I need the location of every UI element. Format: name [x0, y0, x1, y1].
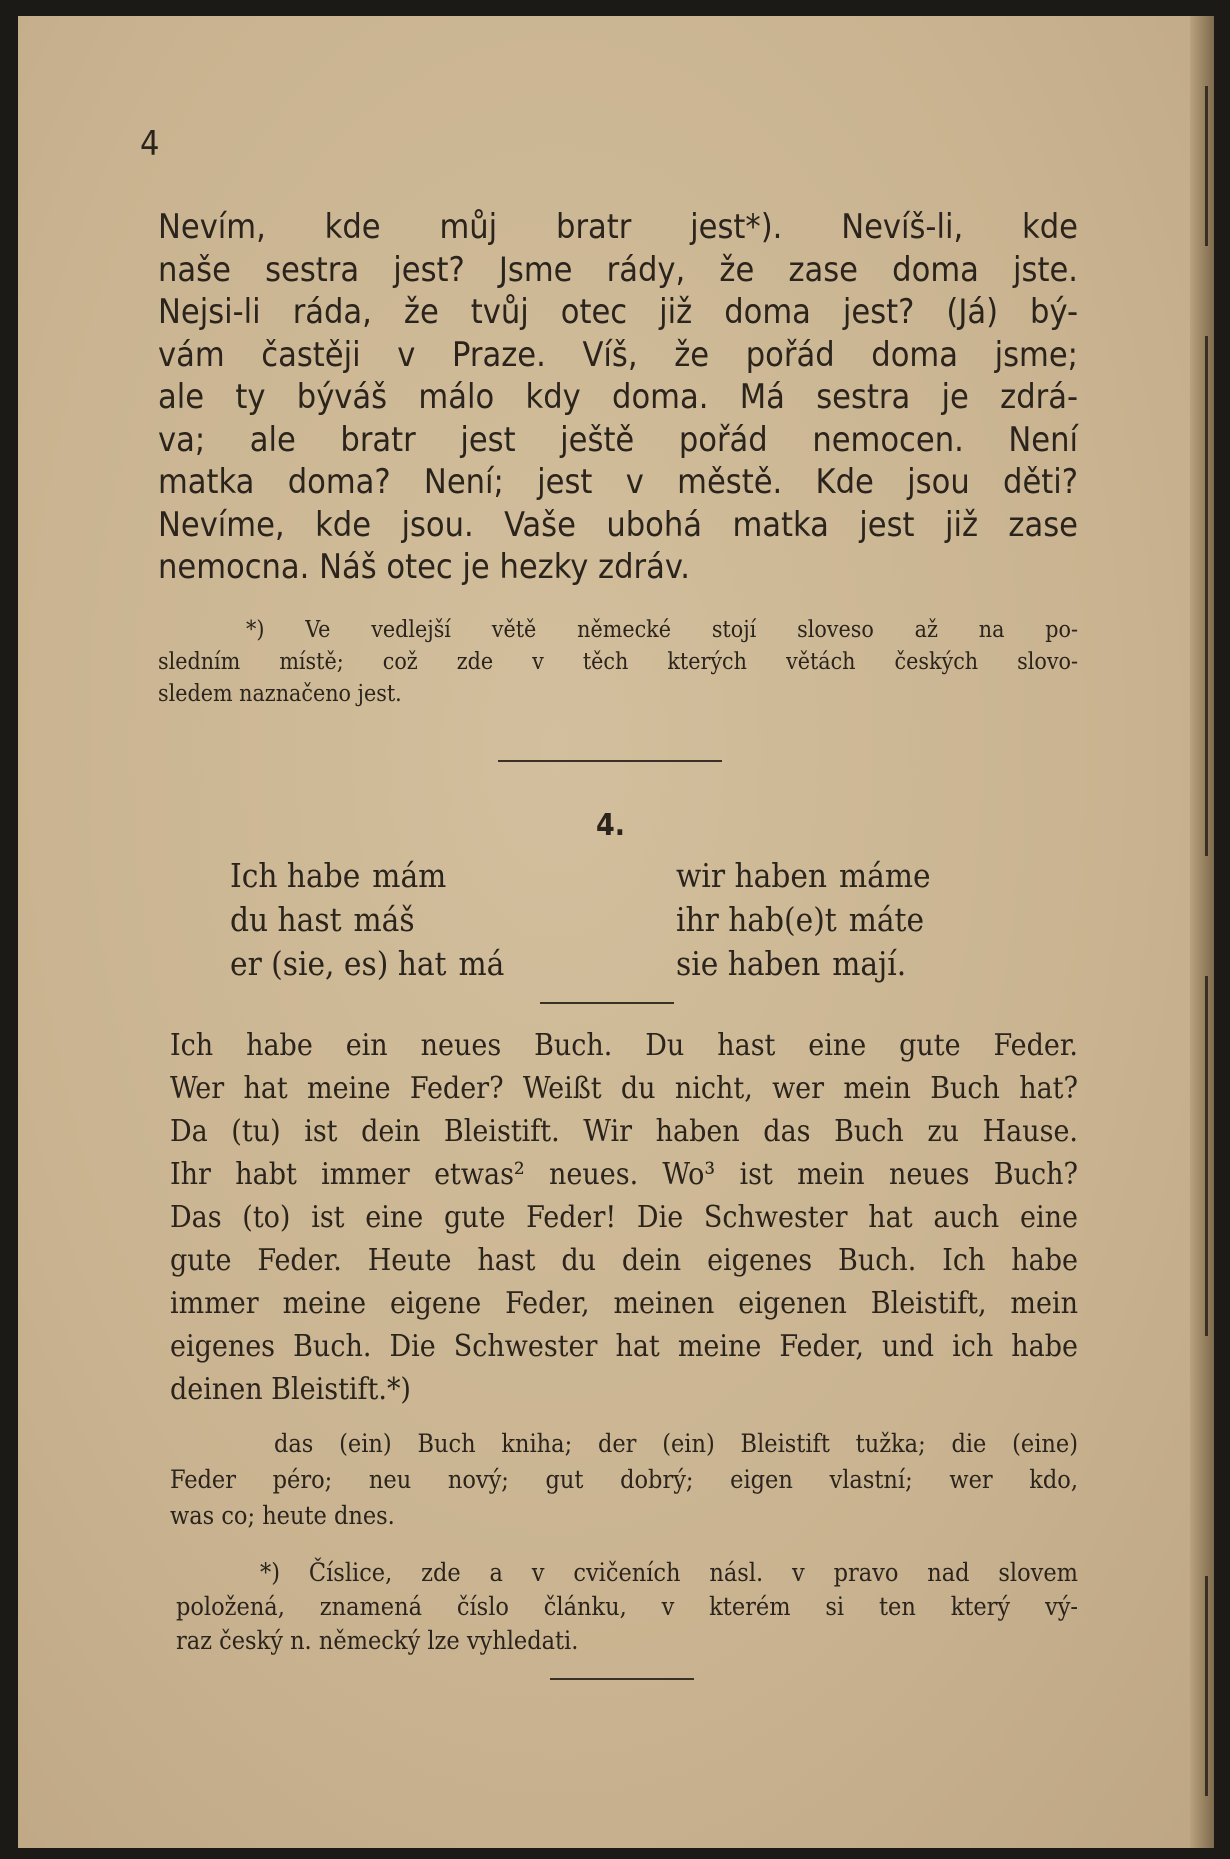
- footnote-line: položená, znamená číslo článku, v kterém si ten který vý-: [176, 1592, 1078, 1621]
- german-form: er (sie, es) hat: [230, 944, 447, 983]
- czech-form: máš: [353, 900, 415, 939]
- czech-form: mám: [372, 856, 447, 895]
- text-line: ale ty býváš málo kdy doma. Má sestra je zdrá-: [158, 377, 1078, 417]
- german-form: sie haben: [676, 944, 821, 983]
- section-divider: [498, 760, 722, 762]
- text-line: Nevím, kde můj bratr jest*). Nevíš-li, kde: [158, 207, 1078, 247]
- text-line: eigenes Buch. Die Schwester hat meine Feder, und ich habe: [170, 1329, 1078, 1364]
- text-line: deinen Bleistift.*): [170, 1372, 411, 1407]
- book-page: [18, 16, 1214, 1848]
- czech-exercise-paragraph: [158, 206, 1078, 589]
- conjugation-singular: [230, 854, 504, 986]
- czech-form: má: [458, 944, 505, 983]
- vocabulary-line: Feder péro; neu nový; gut dobrý; eigen vlastní; wer kdo,: [170, 1465, 1078, 1494]
- czech-form: mají.: [832, 944, 907, 983]
- footnote-line: sledem naznačeno jest.: [158, 681, 402, 707]
- czech-form: máme: [839, 856, 931, 895]
- end-divider: [550, 1678, 694, 1680]
- conjugation-row: [676, 854, 931, 898]
- text-line: matka doma? Není; jest v městě. Kde jsou děti?: [158, 462, 1078, 502]
- vocabulary-line: das (ein) Buch kniha; der (ein) Bleistift tužka; die (eine): [274, 1429, 1078, 1458]
- conjugation-row: [230, 854, 504, 898]
- footnote-numbering: [176, 1556, 1078, 1658]
- page-number: 4: [140, 124, 160, 164]
- page-gutter-shadow: [1190, 16, 1214, 1848]
- footnote-line: *) Ve vedlejší větě německé stojí sloveso až na po-: [246, 617, 1078, 643]
- text-line: immer meine eigene Feder, meinen eigenen Bleistift, mein: [170, 1286, 1078, 1321]
- text-line: Ich habe ein neues Buch. Du hast eine gute Feder.: [170, 1028, 1078, 1063]
- conjugation-row: [676, 942, 931, 986]
- german-form: du hast: [230, 900, 342, 939]
- text-line: Da (tu) ist dein Bleistift. Wir haben das Buch zu Hause.: [170, 1114, 1078, 1149]
- text-line: nemocna. Náš otec je hezky zdráv.: [158, 547, 690, 587]
- german-form: Ich habe: [230, 856, 361, 895]
- section-number: 4.: [596, 808, 626, 843]
- vocabulary-list: [170, 1426, 1078, 1534]
- binding-mark: [1205, 336, 1208, 856]
- conjugation-row: [676, 898, 931, 942]
- text-line: Wer hat meine Feder? Weißt du nicht, wer mein Buch hat?: [170, 1071, 1078, 1106]
- german-form: ihr hab(e)t: [676, 900, 837, 939]
- text-line: vám častěji v Praze. Víš, že pořád doma jsme;: [158, 334, 1078, 375]
- text-line: Das (to) ist eine gute Feder! Die Schwester hat auch eine: [170, 1200, 1078, 1235]
- conjugation-row: [230, 942, 504, 986]
- text-line: va; ale bratr jest ještě pořád nemocen. Není: [158, 419, 1078, 460]
- binding-mark: [1205, 1576, 1208, 1796]
- footnote-line: *) Číslice, zde a v cvičeních násl. v pravo nad slovem: [260, 1558, 1078, 1587]
- conjugation-plural: [676, 854, 931, 986]
- conjugation-divider: [540, 1002, 674, 1004]
- footnote-word-order: [158, 614, 1078, 710]
- footnote-line: raz český n. německý lze vyhledati.: [176, 1626, 579, 1655]
- text-line: Nejsi-li ráda, že tvůj otec již doma jest? (Já) bý-: [158, 292, 1078, 332]
- text-line: Ihr habt immer etwas² neues. Wo³ ist mein neues Buch?: [170, 1157, 1078, 1192]
- text-line: Nevíme, kde jsou. Vaše ubohá matka jest již zase: [158, 504, 1078, 545]
- text-line: naše sestra jest? Jsme rády, že zase doma jste.: [158, 249, 1078, 290]
- footnote-line: sledním místě; což zde v těch kterých větách českých slovo-: [158, 649, 1078, 675]
- binding-mark: [1205, 976, 1208, 1336]
- conjugation-row: [230, 898, 504, 942]
- binding-mark: [1205, 86, 1208, 246]
- german-exercise-paragraph: [170, 1024, 1078, 1411]
- czech-form: máte: [848, 900, 925, 939]
- text-line: gute Feder. Heute hast du dein eigenes Buch. Ich habe: [170, 1243, 1078, 1278]
- german-form: wir haben: [676, 856, 828, 895]
- vocabulary-line: was co; heute dnes.: [170, 1501, 395, 1530]
